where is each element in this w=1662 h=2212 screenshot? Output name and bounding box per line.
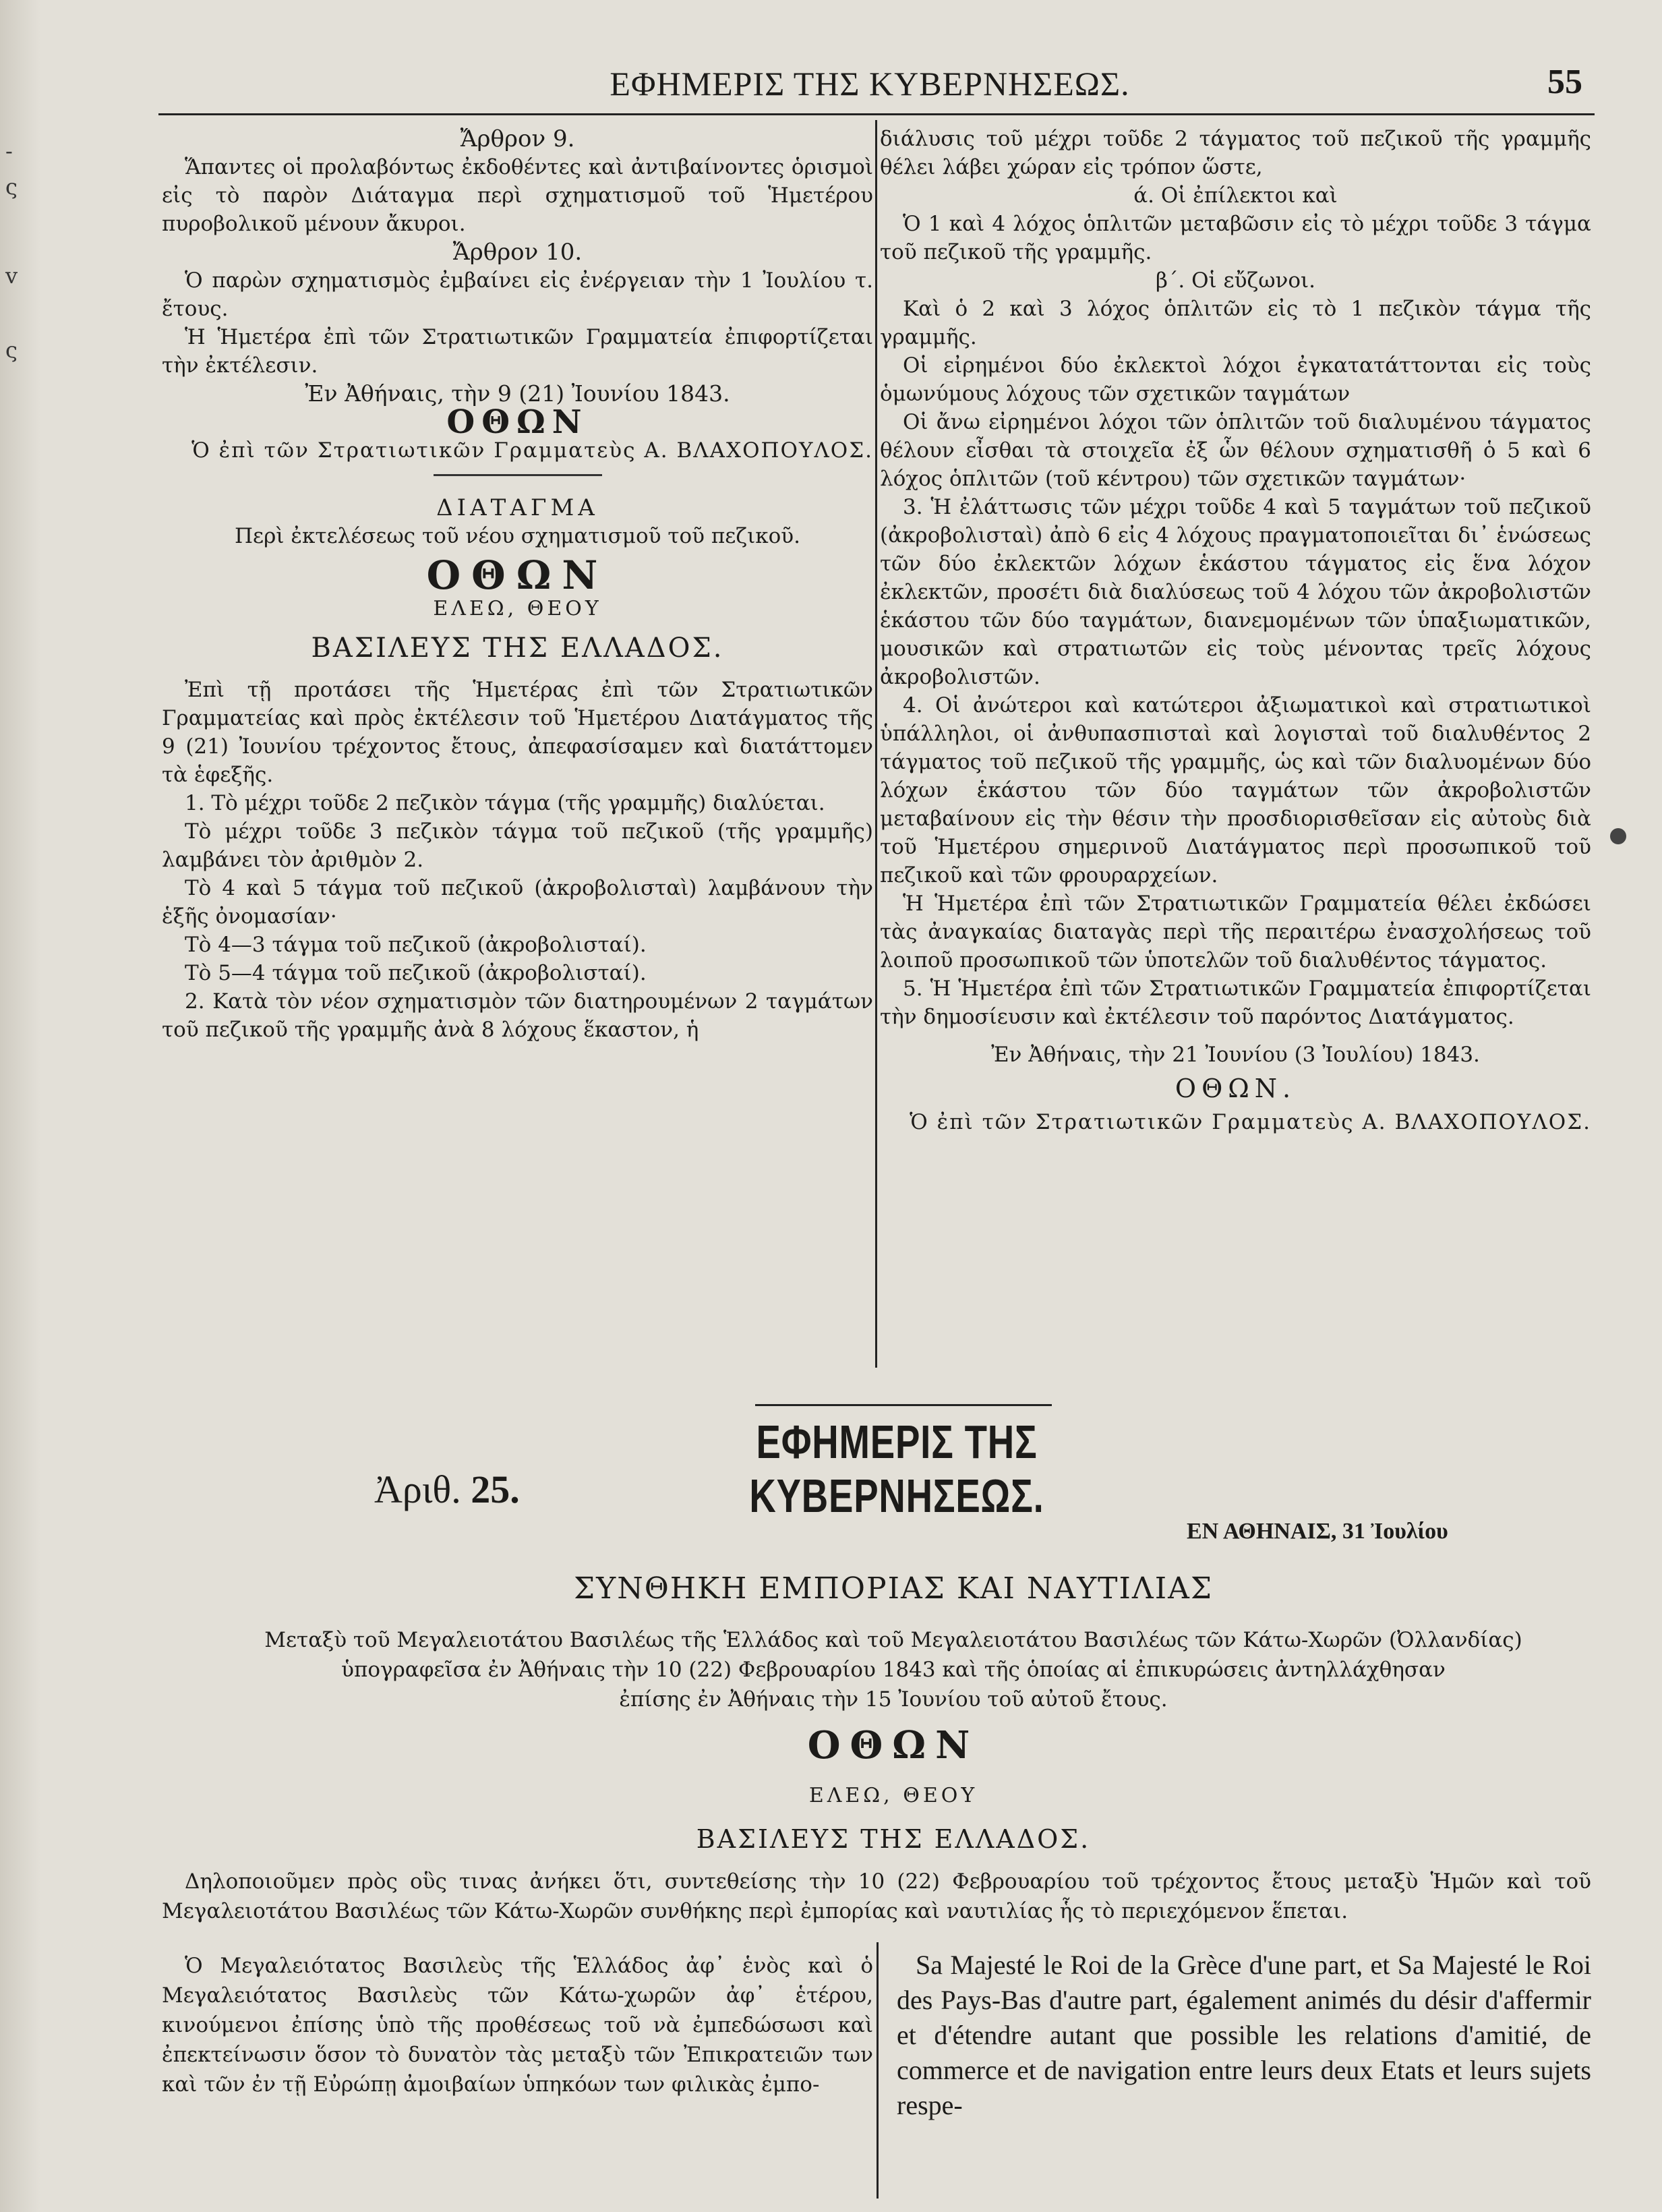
treaty-subtitle-line: Μεταξὺ τοῦ Μεγαλειοτάτου Βασιλέως τῆς Ἑλλάδος καὶ τοῦ Μεγαλειοτάτου Βασιλέως τῶν Κάτω-Χωρῶν (Ὀλλανδίας) bbox=[264, 1628, 1522, 1652]
treaty-subtitle bbox=[202, 1625, 1584, 1714]
decree-item-1: 1. Τὸ μέχρι τοῦδε 2 πεζικὸν τάγμα (τῆς γραμμῆς) διαλύεται. bbox=[185, 791, 825, 815]
page-number: 55 bbox=[1547, 63, 1582, 101]
right-para-5: Οἱ ἄνω εἰρημένοι λόχοι τῶν ὁπλιτῶν τοῦ διαλυμένου τάγματος θέλουν εἶσθαι τὰ στοιχεῖα ἐξ ὧν θέλουν σχηματισθῆ ὁ 5 καὶ 6 λόχος ὁπλιτῶν (τοῦ κέντρου) τῶν σχετικῶν ταγμάτων· bbox=[880, 410, 1591, 491]
decree-item-2: 2. Κατὰ τὸν νέον σχηματισμὸν τῶν διατηρουμένων 2 ταγμάτων τοῦ πεζικοῦ τῆς γραμμῆς ἀνὰ 8 λόχους ἕκαστον, ἡ bbox=[162, 989, 873, 1042]
treaty-greek-text: Ὁ Μεγαλειότατος Βασιλεὺς τῆς Ἑλλάδος ἀφ᾽ ἑνὸς καὶ ὁ Μεγαλειότατος Βασιλεὺς τῶν Κάτω-χωρῶν ἀφ᾽ ἑτέρου, κινούμενοι ἐπίσης ὑπὸ τῆς προθέσεως τοῦ νὰ ἐμπεδώσωσι καὶ ἐπεκτείνωσιν ὅσον τὸ δυνατὸν τὰς μεταξὺ τῶν Ἐπικρατειῶν των καὶ τῶν ἐν τῇ Εὐρώπῃ ἀμοιβαίων ὑπηκόων των φιλικὰς ἐμπο- bbox=[162, 1954, 873, 2097]
signature: Ὁ ἐπὶ τῶν Στρατιωτικῶν Γραμματεὺς Α. ΒΛΑΧΟΠΟΥΛΟΣ. bbox=[191, 438, 873, 463]
bleed-char: v bbox=[5, 263, 18, 289]
masthead-title: ΕΦΗΜΕΡΙΣ ΤΗΣ ΚΥΒΕΡΝΗΣΕΩΣ. bbox=[749, 1416, 1044, 1522]
treaty-declaration: Δηλοποιοῦμεν πρὸς οὓς τινας ἀνήκει ὅτι, συντεθείσης τὴν 10 (22) Φεβρουαρίου τοῦ τρέχοντος ἔτους μεταξὺ Ἡμῶν καὶ τοῦ Μεγαλειοτάτου Βασιλέως τῶν Κάτω-Χωρῶν συνθήκης περὶ ἐμπορίας καὶ ναυτιλίας ἧς τὸ περιεχόμενον ἕπεται. bbox=[162, 1869, 1591, 1923]
left-column bbox=[162, 125, 873, 1044]
bilingual-divider bbox=[877, 1942, 879, 2199]
column-divider bbox=[875, 120, 877, 1368]
king-name: ΟΘΩΝ bbox=[446, 403, 589, 441]
adjacent-page-bleed bbox=[0, 0, 40, 2212]
bleed-char: ς bbox=[5, 337, 18, 363]
right-king-name: ΟΘΩΝ. bbox=[1175, 1074, 1297, 1103]
decree-title: ΔΙΑΤΑΓΜΑ bbox=[436, 494, 599, 521]
issue-dateline: ΕΝ ΑΘΗΝΑΙΣ, 31 Ἰουλίου bbox=[1187, 1519, 1448, 1544]
decree-subject: Περὶ ἐκτελέσεως τοῦ νέου σχηματισμοῦ τοῦ πεζικοῦ. bbox=[235, 524, 800, 548]
decree-item-1d: Τὸ 4—3 τάγμα τοῦ πεζικοῦ (ἀκροβολισταί). bbox=[185, 933, 647, 957]
treaty-king-of-greece: ΒΑΣΙΛΕΥΣ ΤΗΣ ΕΛΛΑΔΟΣ. bbox=[696, 1824, 1091, 1854]
issue-number-value: 25. bbox=[471, 1467, 520, 1511]
king-name-large: ΟΘΩΝ bbox=[426, 552, 609, 598]
right-column bbox=[880, 125, 1591, 1136]
treaty-by-grace: ΕΛΕΩ, ΘΕΟΥ bbox=[808, 1784, 978, 1807]
issue-number-label: Ἀριθ. bbox=[374, 1467, 461, 1511]
decree-preamble: Ἐπὶ τῇ προτάσει τῆς Ἡμετέρας ἐπὶ τῶν Στρατιωτικῶν Γραμματείας καὶ πρὸς ἐκτέλεσιν τοῦ Ἡμετέρου Διατάγματος τῆς 9 (21) Ἰουνίου τρέχοντος ἔτους, ἀπεφασίσαμεν καὶ διατάττομεν τὰ ἑφεξῆς. bbox=[162, 678, 873, 787]
decree-item-1c: Τὸ 4 καὶ 5 τάγμα τοῦ πεζικοῦ (ἀκροβολισταὶ) λαμβάνουν τὴν ἑξῆς ὀνομασίαν· bbox=[162, 876, 873, 929]
treaty-king-name: ΟΘΩΝ bbox=[807, 1723, 980, 1768]
subheading-b: β΄. Οἱ εὔζωνοι. bbox=[1155, 268, 1316, 293]
right-para-2: Ὁ 1 καὶ 4 λόχος ὁπλιτῶν μεταβῶσιν εἰς τὸ μέχρι τοῦδε 3 τάγμα τοῦ πεζικοῦ τῆς γραμμῆς. bbox=[880, 212, 1591, 264]
masthead-rule bbox=[755, 1404, 1052, 1406]
right-para-7: 4. Οἱ ἀνώτεροι καὶ κατώτεροι ἀξιωματικοὶ καὶ στρατιωτικοὶ ὑπάλληλοι, οἱ ἀνθυπασπισταὶ καὶ λογισταὶ τοῦ διαλυθέντος 2 τάγματος τοῦ πεζικοῦ τῆς γραμμῆς, ὡς καὶ τῶν διαλυομένων δύο λόχων ἑκάστου τῶν δύο ταγμάτων τῶν ἀκροβολιστῶν μεταβαίνουν εἰς τὴν θέσιν τὴν προσδιορισθεῖσαν εἰς αὐτοὺς διὰ τοῦ Ἡμετέρου σημερινοῦ Διατάγματος περὶ προσωπικοῦ τοῦ πεζικοῦ καὶ τῶν φρουραρχείων. bbox=[880, 693, 1591, 887]
treaty-subtitle-line: ὑπογραφεῖσα ἐν Ἀθήναις τὴν 10 (22) Φεβρουαρίου 1843 καὶ τῆς ὁποίας αἱ ἐπικυρώσεις ἀντηλλάχθησαν bbox=[341, 1658, 1446, 1682]
section-divider bbox=[434, 474, 602, 476]
right-para-6: 3. Ἡ ἐλάττωσις τῶν μέχρι τοῦδε 4 καὶ 5 ταγμάτων τοῦ πεζικοῦ (ἀκροβολισταὶ) ἀπὸ 6 εἰς 4 λόχους πραγματοποιεῖται δι᾽ ἑνώσεως τῶν δύο ἐκλεκτῶν λόχων ἑκάστου τάγματος εἰς ἕνα λόχον ἐκλεκτῶν, προσέτι διὰ διαλύσεως τοῦ 4 λόχου τῶν ἀκροβολιστῶν ἑκάστου τῶν δύο ταγμάτων, διανεμομένων τῶν ὑπαξιωματικῶν, μουσικῶν καὶ στρατιωτῶν εἰς τοὺς μένοντας τρεῖς λόχους ἀκροβολιστῶν. bbox=[880, 495, 1591, 689]
article-9-heading: Ἄρθρον 9. bbox=[460, 125, 575, 152]
right-para-3: Καὶ ὁ 2 καὶ 3 λόχος ὁπλιτῶν εἰς τὸ 1 πεζικὸν τάγμα τῆς γραμμῆς. bbox=[880, 297, 1591, 349]
treaty-subtitle-line: ἐπίσης ἐν Ἀθήναις τὴν 15 Ἰουνίου τοῦ αὐτοῦ ἔτους. bbox=[619, 1687, 1168, 1712]
running-title: ΕΦΗΜΕΡΙΣ ΤΗΣ ΚΥΒΕΡΝΗΣΕΩΣ. bbox=[610, 65, 1130, 103]
king-of-greece: ΒΑΣΙΛΕΥΣ ΤΗΣ ΕΛΛΑΔΟΣ. bbox=[311, 633, 724, 664]
decree-item-1e: Τὸ 5—4 τάγμα τοῦ πεζικοῦ (ἀκροβολισταί). bbox=[185, 961, 647, 985]
right-para-8: Ἡ Ἡμετέρα ἐπὶ τῶν Στρατιωτικῶν Γραμματεία θέλει ἐκδώσει τὰς ἀναγκαίας διαταγὰς περὶ τῆς περαιτέρω ἐνασχολήσεως τοῦ λοιποῦ προσωπικοῦ τῶν ὑποτελῶν τοῦ διαλυθέντος τάγματος. bbox=[880, 892, 1591, 972]
by-grace-of-god: ΕΛΕΩ, ΘΕΟΥ bbox=[433, 597, 602, 620]
article-10-heading: Ἄρθρον 10. bbox=[452, 239, 583, 266]
date-line: Ἐν Ἀθήναις, τὴν 9 (21) Ἰουνίου 1843. bbox=[305, 380, 730, 407]
right-signature: Ὁ ἐπὶ τῶν Στρατιωτικῶν Γραμματεὺς Α. ΒΛΑΧΟΠΟΥΛΟΣ. bbox=[910, 1110, 1591, 1134]
right-para-4: Οἱ εἰρημένοι δύο ἐκλεκτοὶ λόχοι ἐγκατατάττονται εἰς τοὺς ὁμωνύμους λόχους τῶν σχετικῶν ταγμάτων bbox=[880, 353, 1591, 406]
subheading-a: ά. Οἱ ἐπίλεκτοι καὶ bbox=[1133, 183, 1338, 208]
ministry-text: Ἡ Ἡμετέρα ἐπὶ τῶν Στρατιωτικῶν Γραμματεία ἐπιφορτίζεται τὴν ἐκτέλεσιν. bbox=[162, 325, 873, 378]
bleed-char: ς bbox=[5, 174, 18, 200]
right-date-line: Ἐν Ἀθήναις, τὴν 21 Ἰουνίου (3 Ἰουλίου) 1843. bbox=[991, 1043, 1480, 1067]
ink-blot bbox=[1610, 828, 1626, 844]
treaty-title: ΣΥΝΘΗΚΗ ΕΜΠΟΡΙΑΣ ΚΑΙ ΝΑΥΤΙΛΙΑΣ bbox=[574, 1571, 1213, 1606]
header-rule bbox=[158, 113, 1595, 115]
right-para-9: 5. Ἡ Ἡμετέρα ἐπὶ τῶν Στρατιωτικῶν Γραμματεία ἐπιφορτίζεται τὴν δημοσίευσιν καὶ ἐκτέλεσιν τοῦ παρόντος Διατάγματος. bbox=[880, 977, 1591, 1029]
issue-number bbox=[374, 1467, 520, 1512]
bleed-char: - bbox=[5, 138, 13, 164]
treaty-french-text: Sa Majesté le Roi de la Grèce d'une part, et Sa Majesté le Roi des Pays-Bas d'autre part, également animés du désir d'affermir et d'étendre autant que possible les relations d'amitié, de commerce et de navigation entre leurs deux Etats et leurs sujets respe- bbox=[897, 1950, 1591, 2120]
right-para-1: διάλυσις τοῦ μέχρι τοῦδε 2 τάγματος τοῦ πεζικοῦ τῆς γραμμῆς θέλει λάβει χώραν εἰς τρόπον ὥστε, bbox=[880, 127, 1591, 179]
decree-item-1b: Τὸ μέχρι τοῦδε 3 πεζικὸν τάγμα τοῦ πεζικοῦ (τῆς γραμμῆς) λαμβάνει τὸν ἀριθμὸν 2. bbox=[162, 819, 873, 872]
article-9-text: Ἅπαντες οἱ προλαβόντως ἐκδοθέντες καὶ ἀντιβαίνοντες ὁρισμοὶ εἰς τὸ παρὸν Διάταγμα περὶ σχηματισμοῦ τοῦ Ἡμετέρου πυροβολικοῦ μένουν ἄκυροι. bbox=[162, 155, 873, 236]
article-10-text: Ὁ παρὼν σχηματισμὸς ἐμβαίνει εἰς ἐνέργειαν τὴν 1 Ἰουλίου τ. ἔτους. bbox=[162, 268, 873, 321]
